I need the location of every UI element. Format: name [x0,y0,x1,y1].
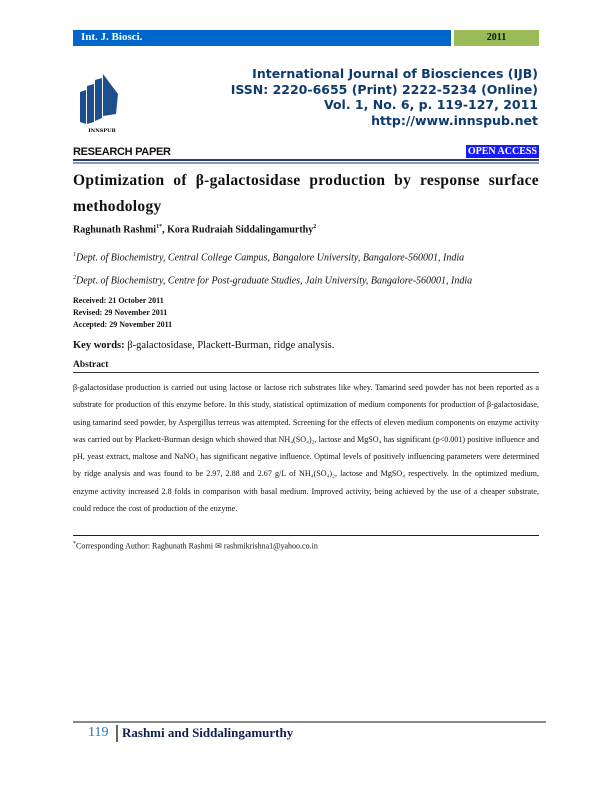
corresponding-author [73,541,318,551]
journal-short-bar: Int. J. Biosci. [73,30,451,46]
author-sep: , [162,224,168,236]
author-1: Raghunath Rashmi [73,224,157,236]
author-1-sup: 1* [156,224,163,230]
keywords-text: β-galactosidase, Plackett-Burman, ridge analysis. [124,340,335,351]
header-divider [73,159,539,164]
corr-email[interactable]: rashmikrishna1@yahoo.co.in [223,541,318,551]
innspub-logo [78,72,126,134]
abstract-text: β-galactosidase production is carried out using lactose or lactose rich substrates like whey. Tamarind seed powder has not been reported as a substrate for production of this enzyme before. In this study, statistical optimization of medium components for production of β-galactosidase, using tamarind seed powder, by Aspergillus terreus was attempted. Screening for the effects of eleven medium components on enzyme activity was carried out by Plackett-Burman design which showed that NH₄(SO₄)₂, lactose and MgSO₄ has significant (p<0.001) positive influence and pH, yeast extract, maltose and NaNO₃ has significant negative influence. Optimal levels of positively influencing parameters were determined by ridge analysis and was found to be 2.97, 2.88 and 2.67 g/L of NH₄(SO₄)₂, lactose and MgSO₄ respectively. In the optimized medium, enzyme activity increased 2.8 folds in comparison with basal medium. Improved activity, being achieved by the use of a cheaper substrate, could reduce the cost of production of the enzyme. [73,383,539,514]
aff-sup: 2 [73,275,76,281]
authors [73,224,316,235]
date-revised: Revised: 29 November 2011 [73,308,168,317]
paper-title: Optimization of β-galactosidase production by response surface methodology [73,172,539,215]
corr-label: Corresponding Author: Raghunath Rashmi [76,541,214,551]
author-2: Kora Rudraiah Siddalingamurthy [167,224,314,236]
keywords-label: Key words: [73,340,125,351]
journal-info [231,66,538,128]
svg-text:INNSPUB: INNSPUB [88,128,116,134]
date-accepted: Accepted: 29 November 2011 [73,320,173,329]
aff-text: Dept. of Biochemistry, Central College Campus, Bangalore University, Bangalore-560001, India [76,252,465,264]
affiliation-2 [73,275,472,286]
author-2-sup: 2 [313,224,317,230]
journal-name: International Journal of Biosciences (IJB) [252,66,538,81]
keywords [73,340,334,351]
affiliation-1 [73,252,464,263]
aff-text: Dept. of Biochemistry, Centre for Post-graduate Studies, Jain University, Bangalore-560001, India [76,275,473,287]
corr-sup: * [73,541,76,547]
paper-type: RESEARCH PAPER [73,146,171,158]
page-number: 119 [88,725,109,740]
journal-url[interactable]: http://www.innspub.net [371,112,538,128]
abstract-heading: Abstract [73,360,539,373]
year-bar: 2011 [454,30,539,46]
abstract-divider [73,535,539,536]
open-access-badge: OPEN ACCESS [467,146,537,157]
date-received: Received: 21 October 2011 [73,296,164,305]
aff-sup: 1 [73,252,76,258]
journal-issn: ISSN: 2220-6655 (Print) 2222-5234 (Online) [230,81,538,97]
footer-authors: Rashmi and Siddalingamurthy [122,725,294,740]
footer-separator [116,725,118,742]
envelope-icon: ✉ [215,541,222,551]
journal-volume: Vol. 1, No. 6, p. 119-127, 2011 [323,97,538,112]
footer-divider [73,721,546,723]
